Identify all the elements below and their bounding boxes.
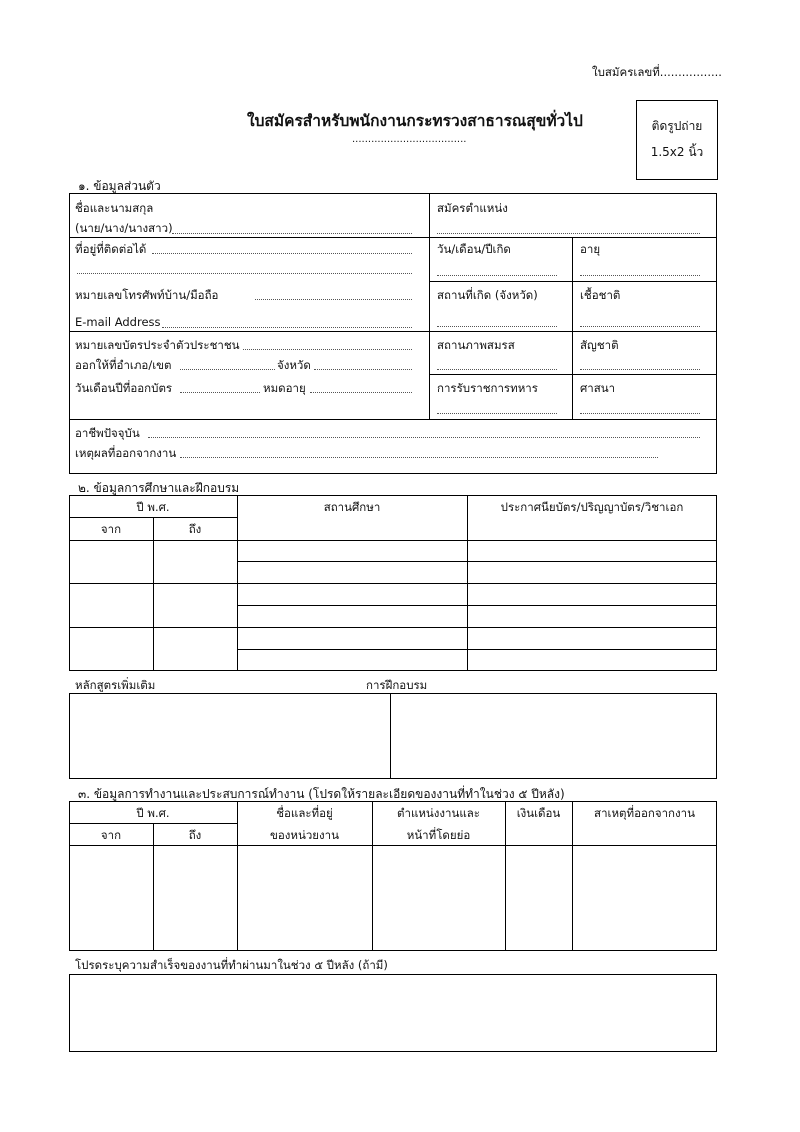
extra-courses-label: หลักสูตรเพิ่มเติม xyxy=(75,678,156,692)
divider xyxy=(69,419,717,420)
section2-heading: ๒. ข้อมูลการศึกษาและฝึกอบรม xyxy=(78,481,240,495)
divider xyxy=(429,193,430,419)
address-field-1[interactable] xyxy=(152,253,412,254)
achievement-label: โปรดระบุความสำเร็จของงานที่ทำผ่านมาในช่วง ๕ ปีหลัง (ถ้ามี) xyxy=(75,958,388,972)
edu-from-header: จาก xyxy=(100,522,122,536)
work-position-header: ตำแหน่งงานและ xyxy=(397,806,480,820)
section3-heading: ๓. ข้อมูลการทำงานและประสบการณ์ทำงาน (โปรดให้รายละเอียดของงานที่ทำในช่วง ๕ ปีหลัง) xyxy=(78,787,565,801)
nationality-label: สัญชาติ xyxy=(580,338,619,352)
courses-training-box[interactable] xyxy=(69,693,717,779)
photo-label: ติดรูปถ่าย xyxy=(651,119,703,133)
achievement-box[interactable] xyxy=(69,974,717,1052)
position-label: สมัครตำแหน่ง xyxy=(437,201,508,215)
name-field[interactable] xyxy=(172,233,412,234)
military-field[interactable] xyxy=(437,413,557,414)
email-label: E-mail Address xyxy=(75,315,161,329)
nationality-field[interactable] xyxy=(580,369,700,370)
work-org-header-2: ของหน่วยงาน xyxy=(270,828,339,842)
phone-field[interactable] xyxy=(255,299,412,300)
divider xyxy=(372,801,373,951)
photo-size: 1.5x2 นิ้ว xyxy=(650,145,704,159)
idcard-field[interactable] xyxy=(243,349,412,350)
expire-field[interactable] xyxy=(310,392,412,393)
divider xyxy=(505,801,506,951)
ethnicity-label: เชื้อชาติ xyxy=(580,288,621,302)
divider xyxy=(69,331,717,332)
leave-reason-field[interactable] xyxy=(180,457,658,458)
divider xyxy=(572,237,573,419)
name-label: ชื่อและนามสกุล xyxy=(75,201,154,215)
ethnicity-field[interactable] xyxy=(580,326,700,327)
occupation-field[interactable] xyxy=(148,437,700,438)
table-row xyxy=(69,583,717,584)
birthplace-label: สถานที่เกิด (จังหวัด) xyxy=(437,288,538,302)
photo-box xyxy=(636,100,718,180)
issue-date-label: วันเดือนปีที่ออกบัตร xyxy=(75,381,173,395)
issued-district-field[interactable] xyxy=(180,369,275,370)
section1-heading: ๑. ข้อมูลส่วนตัว xyxy=(78,179,161,193)
idcard-label: หมายเลขบัตรประจำตัวประชาชน xyxy=(75,338,240,352)
edu-certificate-header: ประกาศนียบัตร/ปริญญาบัตร/วิชาเอก xyxy=(500,500,684,514)
table-row xyxy=(237,561,717,562)
table-row xyxy=(69,845,717,846)
province-label: จังหวัด xyxy=(277,358,311,372)
dob-label: วัน/เดือน/ปีเกิด xyxy=(437,242,511,256)
training-label: การฝึกอบรม xyxy=(366,678,428,692)
birthplace-field[interactable] xyxy=(437,326,557,327)
leave-reason-label: เหตุผลที่ออกจากงาน xyxy=(75,446,177,460)
work-to-header: ถึง xyxy=(188,828,202,842)
edu-to-header: ถึง xyxy=(188,522,202,536)
work-position-header-2: หน้าที่โดยย่อ xyxy=(406,828,471,842)
divider xyxy=(429,281,717,282)
work-from-header: จาก xyxy=(100,828,122,842)
work-org-header: ชื่อและที่อยู่ xyxy=(276,806,333,820)
marital-field[interactable] xyxy=(437,369,557,370)
work-salary-header: เงินเดือน xyxy=(516,806,561,820)
work-reason-header: สาเหตุที่ออกจากงาน xyxy=(594,806,695,820)
divider xyxy=(69,823,237,824)
issued-district-label: ออกให้ที่อำเภอ/เขต xyxy=(75,358,172,372)
edu-institution-header: สถานศึกษา xyxy=(323,500,381,514)
age-field[interactable] xyxy=(580,275,700,276)
dob-field[interactable] xyxy=(437,275,557,276)
religion-label: ศาสนา xyxy=(580,381,616,395)
divider xyxy=(69,517,237,518)
divider xyxy=(572,801,573,951)
issue-date-field[interactable] xyxy=(180,392,260,393)
divider xyxy=(390,693,391,779)
expire-label: หมดอายุ xyxy=(263,381,306,395)
occupation-label: อาชีพปัจจุบัน xyxy=(75,426,140,440)
table-row xyxy=(237,605,717,606)
province-field[interactable] xyxy=(314,369,412,370)
phone-label: หมายเลขโทรศัพท์บ้าน/มือถือ xyxy=(75,288,219,302)
email-field[interactable] xyxy=(162,327,412,328)
marital-label: สถานภาพสมรส xyxy=(437,338,515,352)
form-title: ใบสมัครสำหรับพนักงานกระทรวงสาธารณสุขทั่วไป xyxy=(247,112,583,130)
address-field-2[interactable] xyxy=(77,273,412,274)
military-label: การรับราชการทหาร xyxy=(437,381,538,395)
divider xyxy=(429,374,717,375)
application-number[interactable]: ใบสมัครเลขที่................. xyxy=(592,65,722,79)
work-year-header: ปี พ.ศ. xyxy=(136,806,170,820)
address-label: ที่อยู่ที่ติดต่อได้ xyxy=(75,242,147,256)
table-row xyxy=(69,627,717,628)
subtitle-blank[interactable]: .................................... xyxy=(352,134,467,145)
divider xyxy=(237,801,238,951)
table-row xyxy=(69,540,717,541)
table-row xyxy=(237,649,717,650)
edu-year-header: ปี พ.ศ. xyxy=(136,500,170,514)
name-prefix: (นาย/นาง/นางสาว) xyxy=(75,221,173,235)
position-field[interactable] xyxy=(437,233,700,234)
age-label: อายุ xyxy=(580,242,601,256)
religion-field[interactable] xyxy=(580,413,700,414)
